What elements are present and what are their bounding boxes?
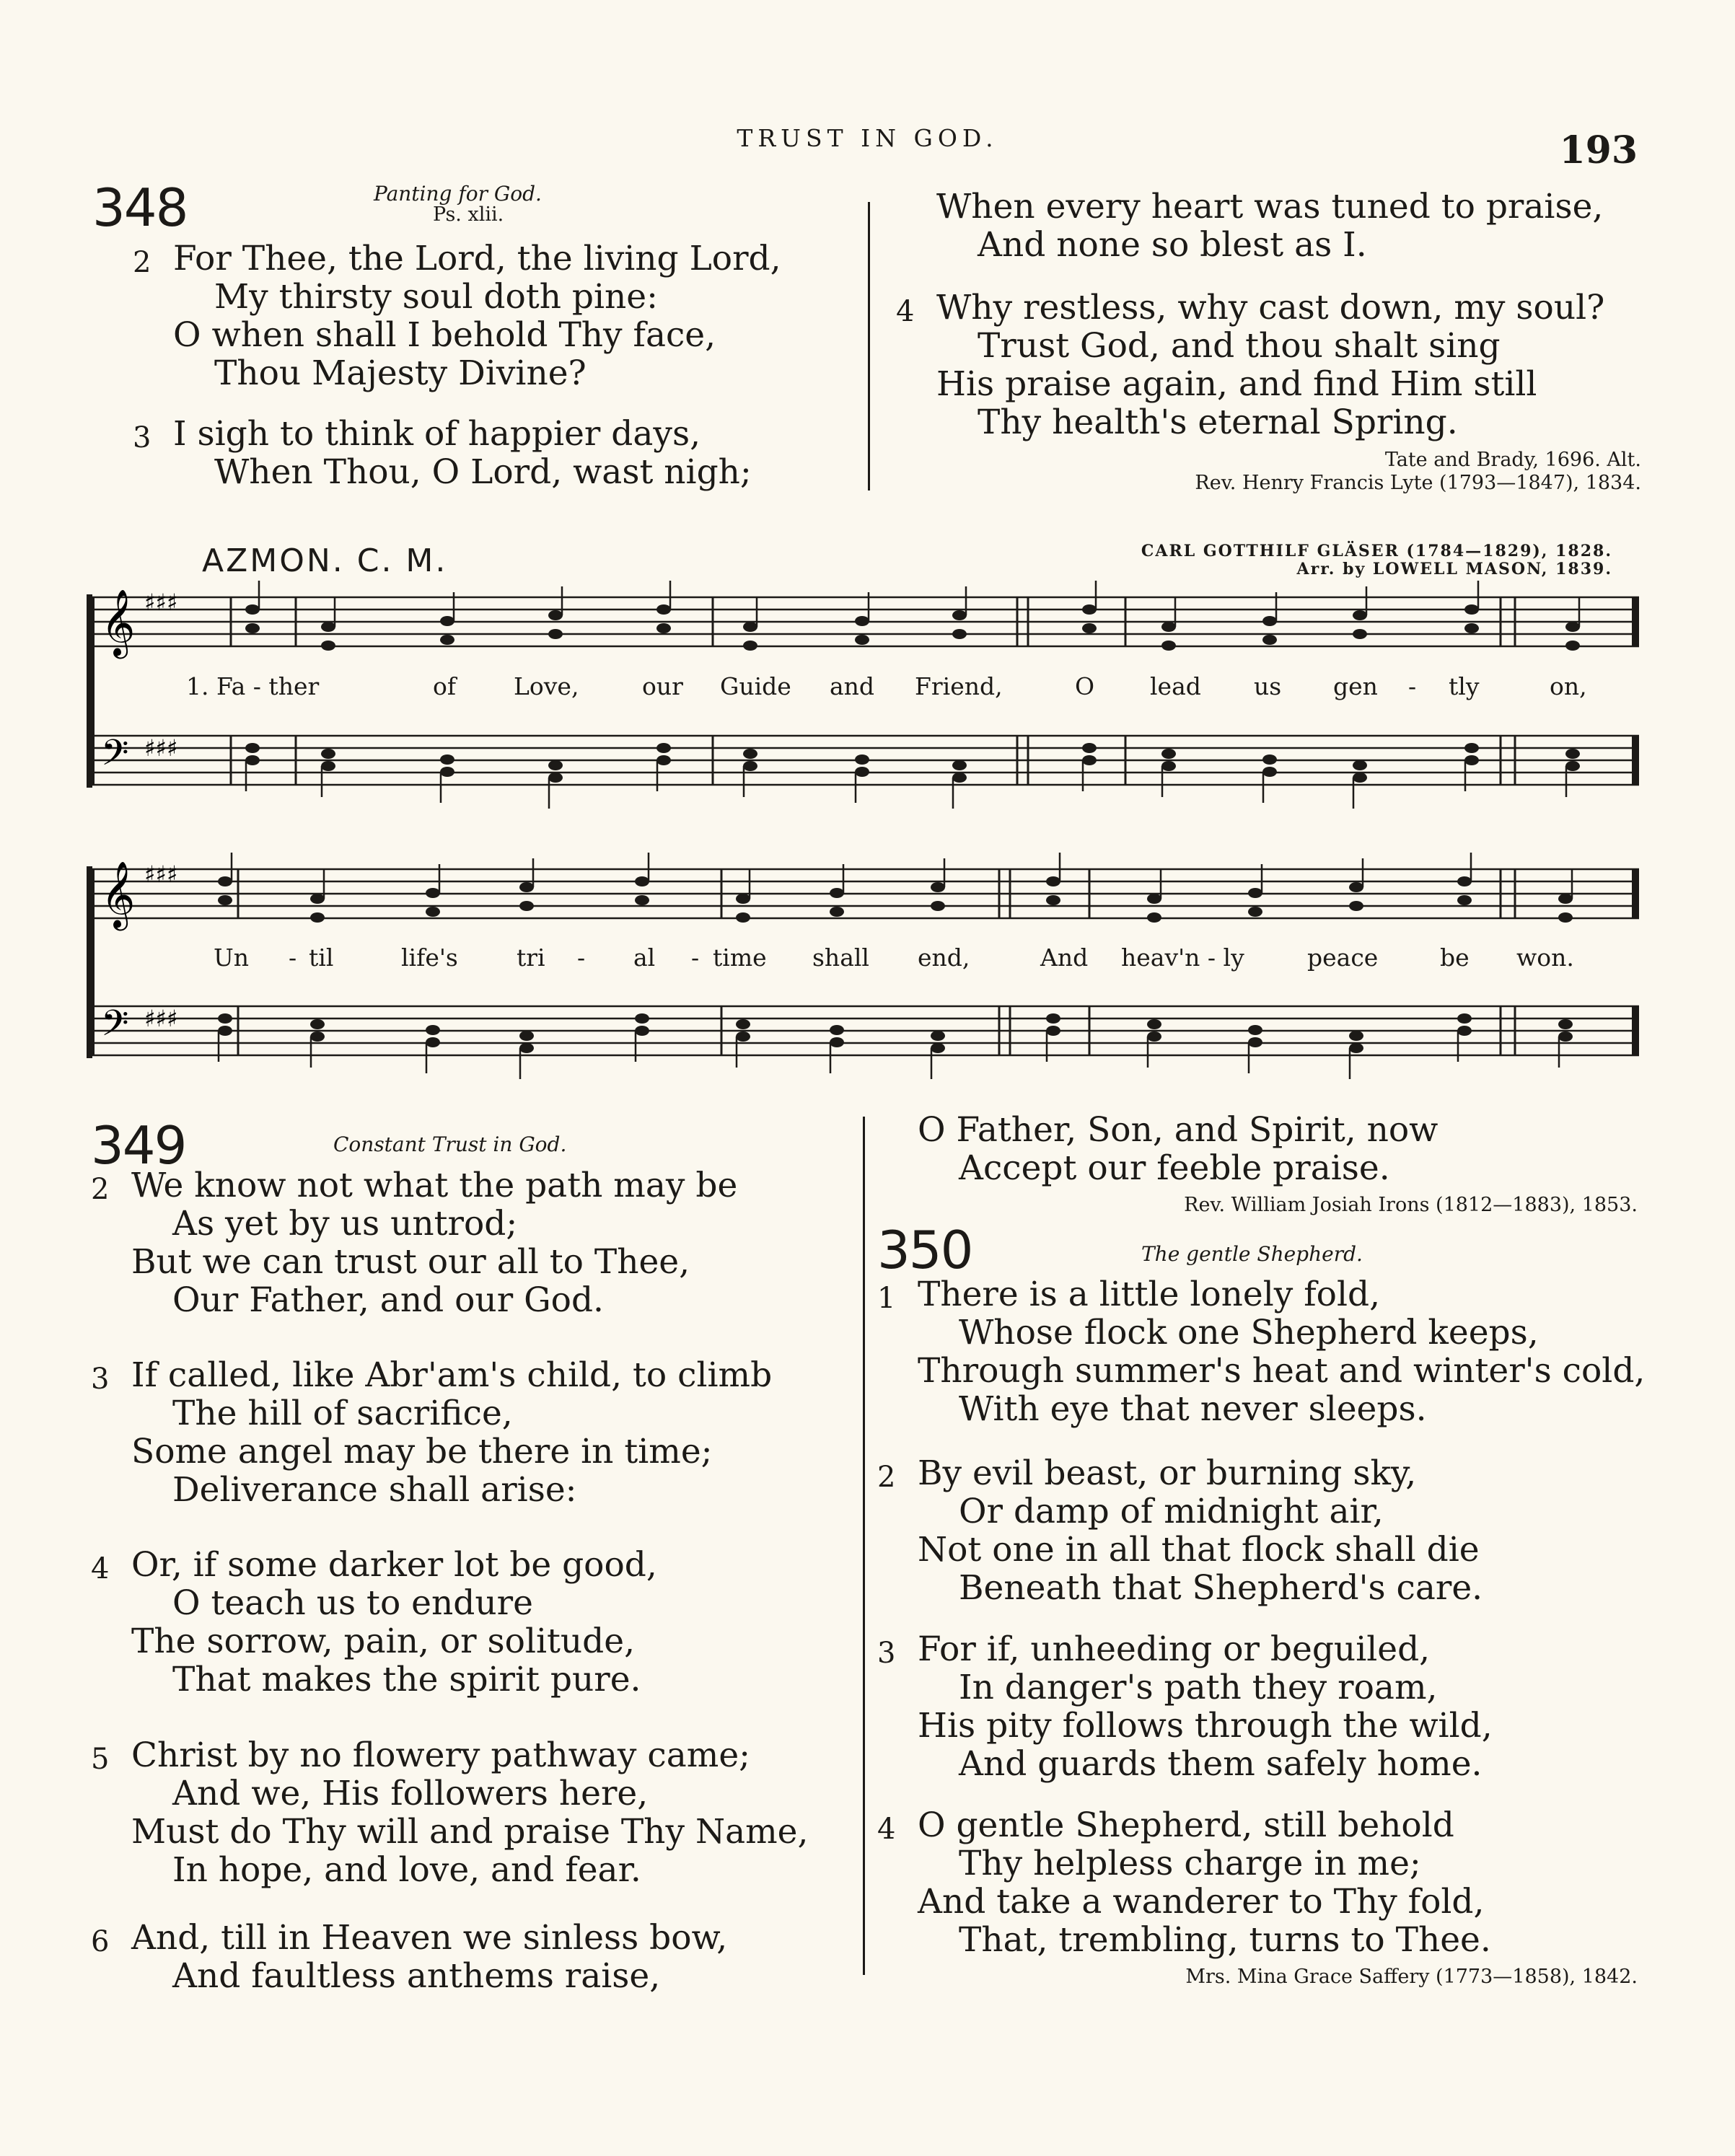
verse-line: Trust God, and thou shalt sing [978,326,1501,366]
system-1-note [1082,623,1097,633]
system-2-note [1147,894,1161,904]
system-1-note [1464,755,1479,765]
hymn-349-verse-6 [91,1918,728,1996]
verse-line: There is a little lonely fold, [918,1275,1381,1314]
system-2-note [1046,895,1060,905]
verse-line: Thy health's eternal Spring. [978,402,1458,442]
system-1-note [656,604,671,615]
system-2-key-signature: ♯♯♯ [144,1005,178,1032]
verse-line: Not one in all that flock shall die [918,1530,1480,1570]
verse-number: 3 [877,1637,896,1670]
system-1-note [656,755,671,765]
system-2-note [218,1026,232,1036]
system-2-note [830,1025,844,1035]
lyric-syllable: tly [1449,672,1480,700]
system-2-note [1046,876,1060,886]
verse-line: O teach us to endure [172,1583,533,1623]
system-1-note [1565,761,1580,771]
hymn-349-author: Rev. William Josiah Irons (1812—1883), 1853. [1184,1194,1638,1216]
page-number: 193 [1559,128,1638,172]
column-rule-bottom [863,1117,865,1975]
verse-line: Christ by no flowery pathway came; [131,1735,750,1775]
lyric-syllable: end, [918,943,970,972]
system-2-note [736,912,750,923]
system-1-note [1353,773,1367,783]
verse-line: As yet by us untrod; [172,1204,518,1244]
system-2-note [519,901,534,911]
verse-line: In hope, and love, and fear. [172,1850,641,1890]
verse-number: 3 [91,1363,110,1396]
system-1-note [548,629,563,639]
system-1-note [321,641,335,651]
lyric-syllable: our [642,672,683,700]
system-2-note [519,882,534,892]
system-1-note [1353,760,1367,770]
hymn-349-verse-6-continued [918,1111,1438,1187]
system-1-note [245,623,260,633]
system-1-key-signature: ♯♯♯ [144,589,178,616]
system-2-note [830,907,844,917]
system-2-note [1349,882,1363,892]
system-2-note [1147,912,1161,923]
verse-line: For if, unheeding or beguiled, [918,1629,1431,1669]
verse-line: In danger's path they roam, [959,1668,1438,1707]
verse-number: 5 [91,1743,110,1776]
lyric-syllable: Guide [720,672,791,700]
verse-line: But we can trust our all to Thee, [131,1242,690,1282]
verse-line: My thirsty soul doth pine: [214,277,658,317]
system-1-final-bar [1632,736,1639,785]
system-2-note [1457,895,1472,905]
hymn-349-verse-4 [91,1545,657,1699]
verse-line: And take a wanderer to Thy fold, [918,1882,1485,1922]
system-1-note [952,610,967,620]
system-2-note [1349,1031,1363,1041]
hymn-348-reference: Ps. xlii. [433,203,504,226]
lyric-syllable: life's [401,943,458,972]
system-1-note [1565,622,1580,632]
system-1-note [656,743,671,753]
verse-line: That, trembling, turns to Thee. [959,1920,1491,1960]
verse-line: Thy helpless charge in me; [959,1844,1421,1883]
system-2-note [218,876,232,886]
system-1-note [1262,635,1277,645]
system-2-note [736,894,750,904]
system-1-note [548,760,563,770]
system-1-note [1262,767,1277,777]
verse-line: And, till in Heaven we sinless bow, [131,1918,728,1958]
composer-line: CARL GOTTHILF GLÄSER (1784—1829), 1828. [1141,542,1612,560]
system-2-note [1046,1013,1060,1024]
lyric-syllable: lead [1150,672,1201,700]
system-2-note [310,894,325,904]
system-2-note [310,1019,325,1029]
verse-line: Some angel may be there in time; [131,1432,713,1471]
verse-line: By evil beast, or burning sky, [918,1453,1417,1493]
system-1-note [548,773,563,783]
hymn-350-verse-3 [877,1629,1493,1784]
system-2-note [1558,1031,1573,1042]
system-1-note [440,754,454,765]
verse-number: 4 [91,1552,110,1585]
system-1-treble-clef: 𝄞 [101,589,136,656]
system-2-note [310,1031,325,1042]
system-1-note [656,623,671,633]
system-1-note [548,610,563,620]
system-1-note [321,749,335,759]
lyric-syllable: us [1254,672,1282,700]
verse-line: Our Father, and our God. [172,1280,604,1320]
system-2-note [519,1031,534,1041]
system-2-note [519,1043,534,1053]
hymn-350-title: The gentle Shepherd. [1141,1242,1363,1266]
verse-line: When every heart was tuned to praise, [936,187,1604,226]
system-1-note [1565,749,1580,759]
lyric-syllable: of [433,672,457,700]
system-1-note [1353,610,1367,620]
running-head: TRUST IN GOD. [737,124,998,152]
system-2-note [1558,912,1573,923]
system-1-note [855,767,869,777]
system-1-note [1082,743,1097,753]
system-2-key-signature: ♯♯♯ [144,861,178,888]
verse-line: Thou Majesty Divine? [214,353,587,393]
lyric-syllable: - [691,943,700,972]
system-1-note [743,761,757,771]
verse-number: 2 [877,1461,896,1494]
verse-line: Accept our feeble praise. [959,1148,1390,1188]
system-1-note [743,749,757,759]
system-2-note [426,907,440,917]
system-2-note [736,1031,750,1042]
hymn-348-number: 348 [92,177,188,238]
verse-line: With eye that never sleeps. [959,1389,1427,1429]
verse-line: If called, like Abr'am's child, to climb [131,1355,773,1395]
system-1-bass-clef: 𝄢 [101,732,129,783]
lyrics-line-2 [0,943,1735,976]
system-2-final-bar [1632,1006,1639,1055]
verse-line: And guards them safely home. [959,1744,1483,1784]
system-2-bass-clef: 𝄢 [101,1003,129,1053]
lyric-syllable: on, [1550,672,1587,700]
system-2-treble-clef: 𝄞 [101,861,136,928]
verse-line: O gentle Shepherd, still behold [918,1805,1454,1845]
system-1-note [245,743,260,753]
system-2-note [1147,1019,1161,1029]
verse-line: And none so blest as I. [978,225,1367,265]
hymn-350-verse-1 [877,1275,1646,1429]
lyric-syllable: time [713,943,767,972]
system-1-note [1161,622,1176,632]
system-1-note [1161,761,1176,771]
system-1-note [1161,641,1176,651]
system-1-note [743,641,757,651]
lyric-syllable: heav'n - ly [1121,943,1244,972]
hymn-350-verse-2 [877,1453,1483,1608]
system-1-note [1464,743,1479,753]
lyric-syllable: won. [1516,943,1574,972]
system-2-note [218,895,232,905]
system-2-note [426,1025,440,1035]
verse-line: We know not what the path may be [131,1166,738,1205]
system-2-note [635,1026,649,1036]
verse-line: Why restless, why cast down, my soul? [936,288,1605,327]
system-2-note [1457,1013,1472,1024]
system-1-note [245,755,260,765]
verse-number: 4 [896,295,915,328]
lyric-syllable: - [577,943,586,972]
hymn-349-verse-5 [91,1735,809,1890]
verse-line: And we, His followers here, [172,1774,649,1813]
verse-number: 2 [91,1173,110,1206]
verse-line: That makes the spirit pure. [172,1660,641,1699]
system-1-note [855,635,869,645]
verse-line: The hill of sacrifice, [172,1394,513,1433]
verse-line: Beneath that Shepherd's care. [959,1568,1483,1608]
lyric-syllable: peace [1307,943,1379,972]
lyric-syllable: - [289,943,297,972]
hymn-349-title: Constant Trust in God. [333,1132,567,1156]
system-1-note [952,773,967,783]
lyric-syllable: O [1075,672,1095,700]
lyric-syllable: tri [517,943,545,972]
system-1-final-bar [1632,597,1639,646]
tune-name: AZMON. C. M. [202,542,448,579]
system-1-note [1082,755,1097,765]
system-2-note [830,1037,844,1047]
system-1-note [1082,604,1097,615]
verse-number: 4 [877,1813,896,1846]
system-2-note [931,1043,945,1053]
system-2-note [830,888,844,898]
system-1-note [1353,629,1367,639]
system-2-note [635,895,649,905]
system-2-note [1248,1037,1262,1047]
lyrics-line-1 [0,672,1735,705]
verse-line: Whose flock one Shepherd keeps, [959,1313,1539,1352]
lyric-syllable: til [309,943,334,972]
verse-line: I sigh to think of happier days, [173,414,701,454]
lyric-syllable: gen [1333,672,1378,700]
system-1-note [321,622,335,632]
system-2-note [931,901,945,911]
lyric-syllable: al [633,943,656,972]
verse-number: 1 [877,1282,896,1315]
system-1-note [1262,616,1277,626]
composer-line: Arr. by LOWELL MASON, 1839. [1296,560,1612,578]
lyric-syllable: Un [214,943,250,972]
system-1-note [855,616,869,626]
system-2-note [931,882,945,892]
verse-line: His pity follows through the wild, [918,1706,1493,1746]
system-2-note [218,1013,232,1024]
system-2-note [1248,907,1262,917]
hymn-350-number: 350 [877,1220,972,1280]
system-1-note [1262,754,1277,765]
verse-line: For Thee, the Lord, the living Lord, [173,239,781,278]
verse-line: Or, if some darker lot be good, [131,1545,657,1585]
lyric-syllable: and [830,672,875,700]
lyric-syllable: shall [812,943,869,972]
system-1-note [743,622,757,632]
system-1-note [855,754,869,765]
verse-number: 2 [133,246,151,279]
system-2-note [1248,888,1262,898]
system-1-note [440,616,454,626]
system-2-note [1349,1043,1363,1053]
system-2-note [426,888,440,898]
verse-line: Through summer's heat and winter's cold, [918,1351,1646,1391]
lyric-syllable: 1. Fa - ther [186,672,320,700]
verse-line: Deliverance shall arise: [172,1470,577,1510]
system-2-note [635,1013,649,1024]
verse-line: Must do Thy will and praise Thy Name, [131,1812,809,1852]
system-1-note [440,767,454,777]
hymn-349-verse-2 [91,1166,738,1320]
hymn-349-verse-3 [91,1355,773,1510]
system-2-note [1558,1019,1573,1029]
system-2-note [1147,1031,1161,1042]
system-1-note [1565,641,1580,651]
system-1-note [321,761,335,771]
system-2-note [1457,876,1472,886]
system-2-note [931,1031,945,1041]
lyric-syllable: be [1440,943,1470,972]
system-1-note [952,629,967,639]
system-1-note [1161,749,1176,759]
author-line: Tate and Brady, 1696. Alt. [1384,449,1641,471]
system-2-note [736,1019,750,1029]
verse-number: 6 [91,1925,110,1958]
verse-line: Or damp of midnight air, [959,1492,1384,1531]
system-2-note [1558,894,1573,904]
system-2-note [426,1037,440,1047]
hymn-350-verse-4 [877,1805,1491,1960]
hymn-349-number: 349 [91,1115,186,1176]
system-1-note [952,760,967,770]
verse-number: 3 [133,421,151,454]
system-1-note [1464,604,1479,615]
system-2-note [635,876,649,886]
lyric-syllable: - [1408,672,1417,700]
system-2-note [310,912,325,923]
author-line: Rev. Henry Francis Lyte (1793—1847), 1834. [1195,472,1641,494]
lyric-syllable: Love, [514,672,579,700]
system-2-note [1046,1026,1060,1036]
verse-line: O when shall I behold Thy face, [173,315,716,355]
system-2-note [1248,1025,1262,1035]
verse-line: His praise again, and find Him still [936,364,1537,404]
system-2-note [1457,1026,1472,1036]
lyric-syllable: And [1040,943,1089,972]
system-1-note [440,635,454,645]
lyric-syllable: Friend, [915,672,1003,700]
system-1-note [1464,623,1479,633]
verse-line: When Thou, O Lord, wast nigh; [214,452,752,492]
system-2-note [1349,901,1363,911]
hymn-348-title: Panting for God. [374,182,542,206]
system-2-final-bar [1632,869,1639,918]
system-1-key-signature: ♯♯♯ [144,734,178,762]
hymn-350-author: Mrs. Mina Grace Saffery (1773—1858), 1842. [1185,1966,1638,1988]
system-1-note [245,604,260,615]
verse-line: And faultless anthems raise, [172,1956,661,1996]
verse-line: The sorrow, pain, or solitude, [131,1622,636,1661]
verse-line: O Father, Son, and Spirit, now [918,1110,1438,1150]
